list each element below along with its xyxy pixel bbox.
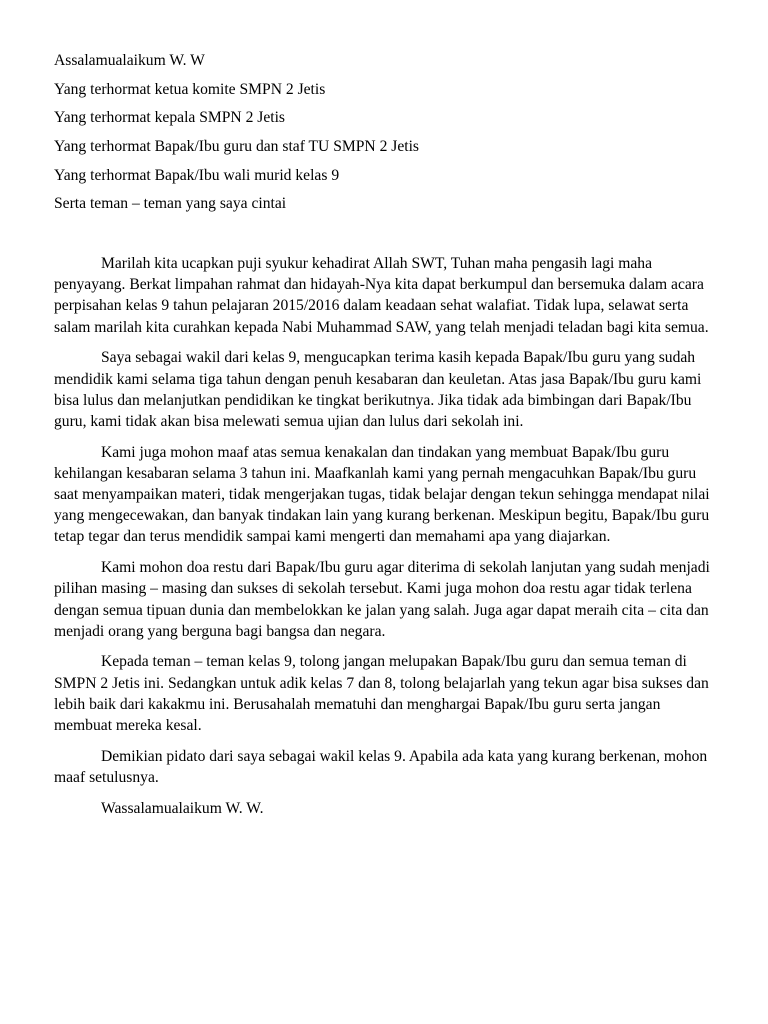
greeting-principal: Yang terhormat kepala SMPN 2 Jetis bbox=[54, 109, 286, 127]
paragraph-message-to-friends: Kepada teman – teman kelas 9, tolong jangan melupakan Bapak/Ibu guru dan semua teman di SMPN 2 Jetis ini. Sedangkan untuk adik kelas 7 dan 8, tolong belajarlah yang tekun agar bisa sukses dan lebih baik dari kakakmu ini. Berusahalah mematuhi dan menghargai Bapak/Ibu guru serta jangan membuat mereka kesal. bbox=[54, 653, 709, 735]
salam-closing: Wassalamualaikum W. W. bbox=[101, 799, 264, 817]
greeting-teachers-staff: Yang terhormat Bapak/Ibu guru dan staf TU SMPN 2 Jetis bbox=[54, 138, 419, 156]
paragraph-prayer-request: Kami mohon doa restu dari Bapak/Ibu guru agar diterima di sekolah lanjutan yang sudah menjadi pilihan masing – masing dan sukses di sekolah tersebut. Kami juga mohon doa restu agar tidak terlena dengan semua tipuan dunia dan membelokkan ke jalan yang salah. Juga agar dapat meraih cita – cita dan menjadi orang yang berguna bagi bangsa dan negara. bbox=[54, 559, 710, 640]
greeting-committee-chair: Yang terhormat ketua komite SMPN 2 Jetis bbox=[54, 80, 326, 98]
greeting-parents: Yang terhormat Bapak/Ibu wali murid kelas 9 bbox=[54, 166, 340, 184]
greeting-block bbox=[54, 51, 710, 223]
paragraph-thanks-teachers: Saya sebagai wakil dari kelas 9, mengucapkan terima kasih kepada Bapak/Ibu guru yang sudah mendidik kami selama tiga tahun dengan penuh kesabaran dan keuletan. Atas jasa Bapak/Ibu guru kami bisa lulus dan melanjutkan pendidikan ke tingkat berikutnya. Jika tidak ada bimbingan dari Bapak/Ibu guru, kami tidak akan bisa melewati semua ujian dan lulus dari sekolah ini. bbox=[54, 349, 702, 430]
paragraph-closing-remarks: Demikian pidato dari saya sebagai wakil kelas 9. Apabila ada kata yang kurang berkenan, mohon maaf setulusnya. bbox=[54, 747, 708, 786]
paragraph-apology: Kami juga mohon maaf atas semua kenakalan dan tindakan yang membuat Bapak/Ibu guru kehilangan kesabaran selama 3 tahun ini. Maafkanlah kami yang pernah mengacuhkan Bapak/Ibu guru saat menyampaikan materi, tidak mengerjakan tugas, tidak belajar dengan tekun sehingga mendapat nilai yang mengecewakan, dan banyak tindakan lain yang kurang berkenan. Meskipun begitu, Bapak/Ibu guru tetap tegar dan terus mendidik sampai kami mengerti dan memahami apa yang diajarkan. bbox=[54, 443, 710, 546]
speech-body bbox=[54, 253, 710, 819]
greeting-friends: Serta teman – teman yang saya cintai bbox=[54, 195, 287, 213]
salam-opening: Assalamualaikum W. W bbox=[54, 52, 205, 69]
paragraph-gratitude-to-god: Marilah kita ucapkan puji syukur kehadirat Allah SWT, Tuhan maha pengasih lagi maha penyayang. Berkat limpahan rahmat dan hidayah-Nya kita dapat berkumpul dan bersemuka dalam acara perpisahan kelas 9 tahun pelajaran 2015/2016 dalam keadaan sehat walafiat. Tidak lupa, selawat serta salam marilah kita curahkan kepada Nabi Muhammad SAW, yang telah menjadi teladan bagi kita semua. bbox=[54, 255, 709, 336]
